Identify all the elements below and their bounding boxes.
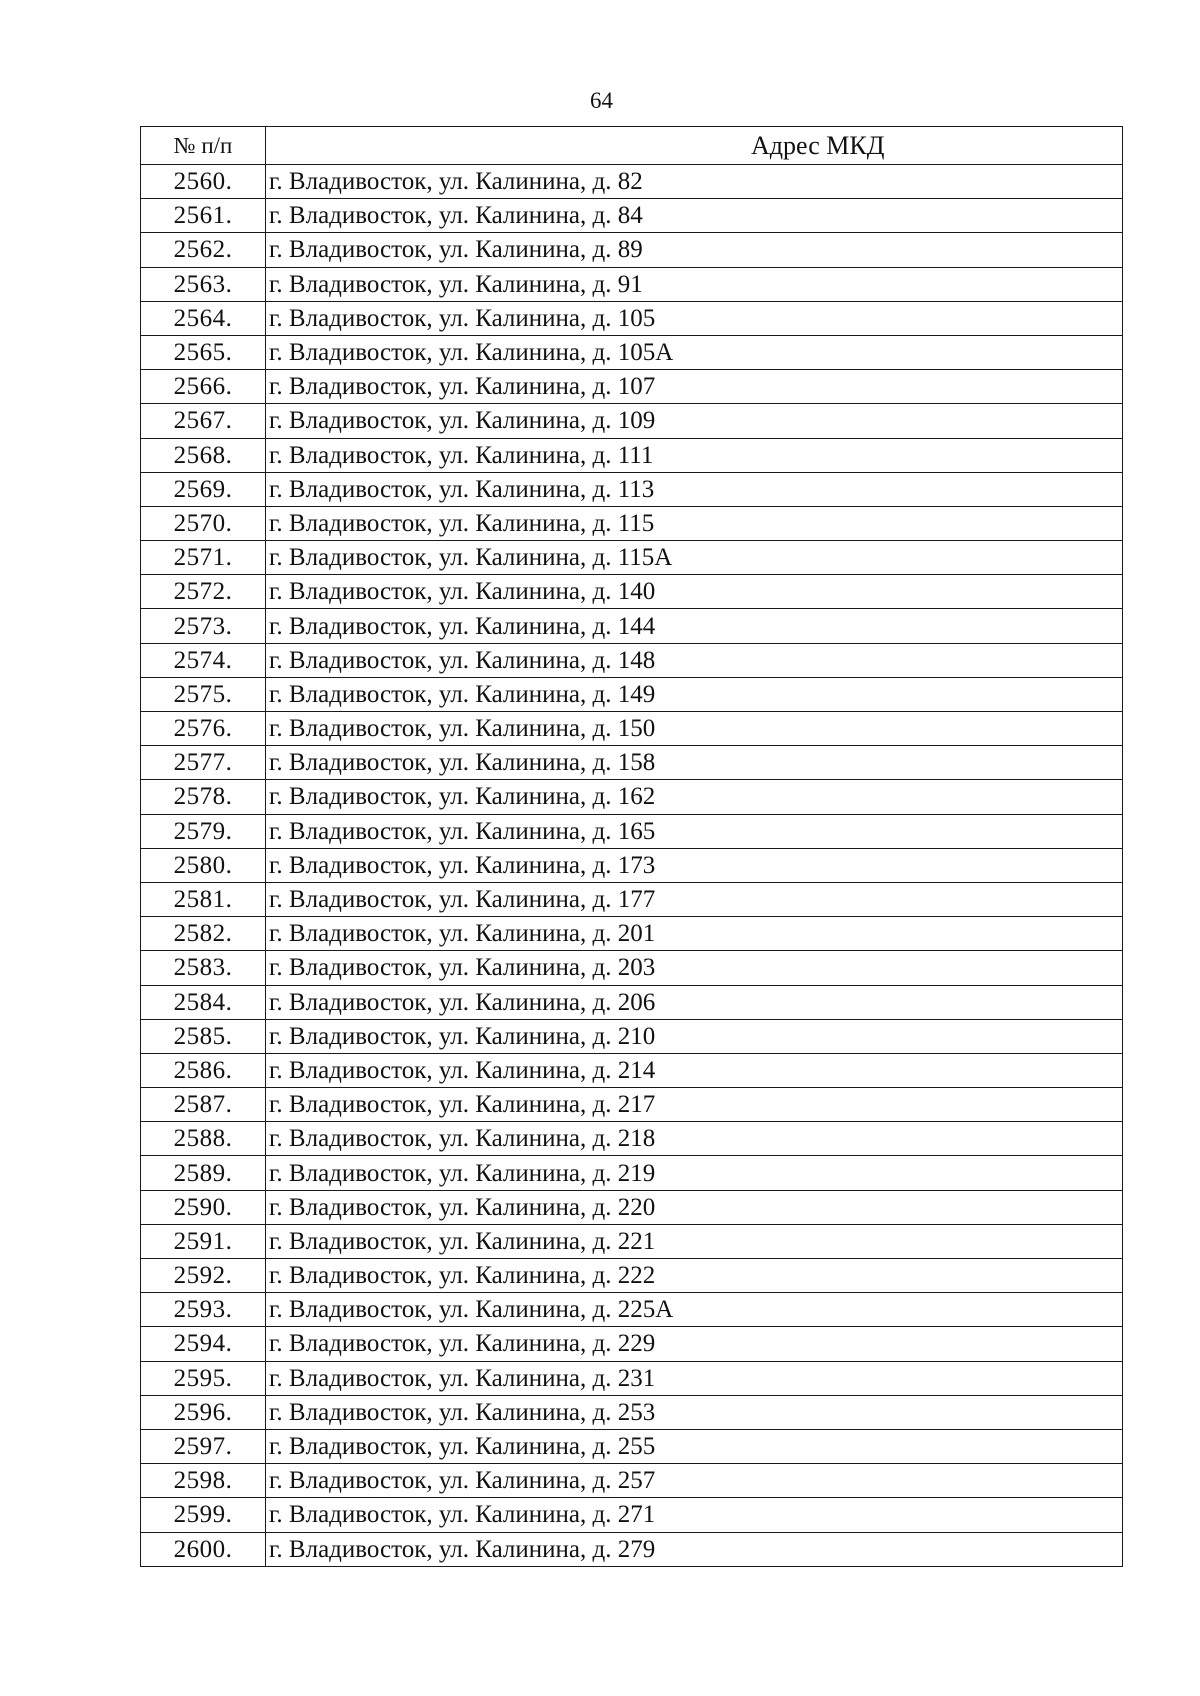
table-row xyxy=(141,1190,1123,1224)
row-number: 2588. xyxy=(141,1122,266,1156)
row-address: г. Владивосток, ул. Калинина, д. 165 xyxy=(266,814,1123,848)
table-row xyxy=(141,335,1123,369)
table-row xyxy=(141,1019,1123,1053)
row-number: 2569. xyxy=(141,472,266,506)
row-address: г. Владивосток, ул. Калинина, д. 148 xyxy=(266,643,1123,677)
row-number: 2561. xyxy=(141,199,266,233)
row-address: г. Владивосток, ул. Калинина, д. 84 xyxy=(266,199,1123,233)
row-number: 2598. xyxy=(141,1464,266,1498)
table-row xyxy=(141,1361,1123,1395)
row-number: 2576. xyxy=(141,712,266,746)
row-number: 2579. xyxy=(141,814,266,848)
table-row xyxy=(141,643,1123,677)
row-address: г. Владивосток, ул. Калинина, д. 105А xyxy=(266,335,1123,369)
row-address: г. Владивосток, ул. Калинина, д. 206 xyxy=(266,985,1123,1019)
page-number: 64 xyxy=(590,88,613,113)
row-address: г. Владивосток, ул. Калинина, д. 225А xyxy=(266,1293,1123,1327)
table-row xyxy=(141,199,1123,233)
table-row xyxy=(141,746,1123,780)
row-number: 2568. xyxy=(141,438,266,472)
row-number: 2578. xyxy=(141,780,266,814)
row-address: г. Владивосток, ул. Калинина, д. 271 xyxy=(266,1498,1123,1532)
row-address: г. Владивосток, ул. Калинина, д. 105 xyxy=(266,301,1123,335)
row-number: 2573. xyxy=(141,609,266,643)
table-row xyxy=(141,1532,1123,1566)
row-number: 2595. xyxy=(141,1361,266,1395)
row-number: 2593. xyxy=(141,1293,266,1327)
table-row xyxy=(141,1053,1123,1087)
table-row xyxy=(141,165,1123,199)
row-address: г. Владивосток, ул. Калинина, д. 158 xyxy=(266,746,1123,780)
table-row xyxy=(141,1293,1123,1327)
table-row xyxy=(141,370,1123,404)
mkd-address-table xyxy=(140,126,1123,1567)
row-address: г. Владивосток, ул. Калинина, д. 214 xyxy=(266,1053,1123,1087)
table-row xyxy=(141,506,1123,540)
row-address: г. Владивосток, ул. Калинина, д. 222 xyxy=(266,1259,1123,1293)
row-address: г. Владивосток, ул. Калинина, д. 115А xyxy=(266,541,1123,575)
row-address: г. Владивосток, ул. Калинина, д. 257 xyxy=(266,1464,1123,1498)
row-address: г. Владивосток, ул. Калинина, д. 231 xyxy=(266,1361,1123,1395)
table-row xyxy=(141,1259,1123,1293)
row-address: г. Владивосток, ул. Калинина, д. 173 xyxy=(266,848,1123,882)
table-row xyxy=(141,233,1123,267)
row-number: 2594. xyxy=(141,1327,266,1361)
row-number: 2564. xyxy=(141,301,266,335)
row-number: 2591. xyxy=(141,1224,266,1258)
table-row xyxy=(141,1395,1123,1429)
table-row xyxy=(141,677,1123,711)
row-address: г. Владивосток, ул. Калинина, д. 144 xyxy=(266,609,1123,643)
row-number: 2599. xyxy=(141,1498,266,1532)
row-number: 2562. xyxy=(141,233,266,267)
row-address: г. Владивосток, ул. Калинина, д. 113 xyxy=(266,472,1123,506)
table-row xyxy=(141,609,1123,643)
table-row xyxy=(141,1429,1123,1463)
row-address: г. Владивосток, ул. Калинина, д. 253 xyxy=(266,1395,1123,1429)
row-address: г. Владивосток, ул. Калинина, д. 82 xyxy=(266,165,1123,199)
row-address: г. Владивосток, ул. Калинина, д. 115 xyxy=(266,506,1123,540)
table-row xyxy=(141,1088,1123,1122)
row-address: г. Владивосток, ул. Калинина, д. 149 xyxy=(266,677,1123,711)
row-address: г. Владивосток, ул. Калинина, д. 229 xyxy=(266,1327,1123,1361)
row-address: г. Владивосток, ул. Калинина, д. 210 xyxy=(266,1019,1123,1053)
table-header-row xyxy=(141,127,1123,165)
row-number: 2584. xyxy=(141,985,266,1019)
row-address: г. Владивосток, ул. Калинина, д. 89 xyxy=(266,233,1123,267)
row-number: 2565. xyxy=(141,335,266,369)
table-row xyxy=(141,712,1123,746)
table-row xyxy=(141,541,1123,575)
row-address: г. Владивосток, ул. Калинина, д. 203 xyxy=(266,951,1123,985)
row-address: г. Владивосток, ул. Калинина, д. 201 xyxy=(266,917,1123,951)
table-row xyxy=(141,575,1123,609)
row-address: г. Владивосток, ул. Калинина, д. 162 xyxy=(266,780,1123,814)
row-address: г. Владивосток, ул. Калинина, д. 177 xyxy=(266,882,1123,916)
column-header-address: Адрес МКД xyxy=(266,127,1123,165)
table-row xyxy=(141,917,1123,951)
table-row xyxy=(141,301,1123,335)
row-number: 2581. xyxy=(141,882,266,916)
row-address: г. Владивосток, ул. Калинина, д. 279 xyxy=(266,1532,1123,1566)
row-number: 2572. xyxy=(141,575,266,609)
table-row xyxy=(141,404,1123,438)
row-number: 2571. xyxy=(141,541,266,575)
row-number: 2577. xyxy=(141,746,266,780)
table-row xyxy=(141,1498,1123,1532)
table-row xyxy=(141,438,1123,472)
table-row xyxy=(141,780,1123,814)
row-address: г. Владивосток, ул. Калинина, д. 220 xyxy=(266,1190,1123,1224)
row-number: 2566. xyxy=(141,370,266,404)
row-number: 2583. xyxy=(141,951,266,985)
row-number: 2570. xyxy=(141,506,266,540)
table-row xyxy=(141,1224,1123,1258)
row-number: 2585. xyxy=(141,1019,266,1053)
row-address: г. Владивосток, ул. Калинина, д. 255 xyxy=(266,1429,1123,1463)
row-number: 2586. xyxy=(141,1053,266,1087)
table-row xyxy=(141,1464,1123,1498)
row-address: г. Владивосток, ул. Калинина, д. 217 xyxy=(266,1088,1123,1122)
row-number: 2575. xyxy=(141,677,266,711)
row-number: 2574. xyxy=(141,643,266,677)
table-row xyxy=(141,848,1123,882)
row-number: 2590. xyxy=(141,1190,266,1224)
row-number: 2587. xyxy=(141,1088,266,1122)
row-address: г. Владивосток, ул. Калинина, д. 150 xyxy=(266,712,1123,746)
row-number: 2592. xyxy=(141,1259,266,1293)
row-number: 2563. xyxy=(141,267,266,301)
row-number: 2596. xyxy=(141,1395,266,1429)
table-row xyxy=(141,1156,1123,1190)
column-header-number: № п/п xyxy=(141,127,266,165)
table-row xyxy=(141,1327,1123,1361)
table-row xyxy=(141,951,1123,985)
table-row xyxy=(141,472,1123,506)
row-number: 2589. xyxy=(141,1156,266,1190)
row-address: г. Владивосток, ул. Калинина, д. 111 xyxy=(266,438,1123,472)
table-body xyxy=(141,165,1123,1567)
row-address: г. Владивосток, ул. Калинина, д. 140 xyxy=(266,575,1123,609)
row-address: г. Владивосток, ул. Калинина, д. 91 xyxy=(266,267,1123,301)
row-address: г. Владивосток, ул. Калинина, д. 221 xyxy=(266,1224,1123,1258)
row-number: 2567. xyxy=(141,404,266,438)
row-address: г. Владивосток, ул. Калинина, д. 219 xyxy=(266,1156,1123,1190)
row-address: г. Владивосток, ул. Калинина, д. 218 xyxy=(266,1122,1123,1156)
row-address: г. Владивосток, ул. Калинина, д. 107 xyxy=(266,370,1123,404)
table-row xyxy=(141,882,1123,916)
row-number: 2600. xyxy=(141,1532,266,1566)
table-row xyxy=(141,814,1123,848)
row-number: 2597. xyxy=(141,1429,266,1463)
table-row xyxy=(141,267,1123,301)
row-number: 2560. xyxy=(141,165,266,199)
row-number: 2582. xyxy=(141,917,266,951)
table-row xyxy=(141,985,1123,1019)
table-row xyxy=(141,1122,1123,1156)
row-number: 2580. xyxy=(141,848,266,882)
row-address: г. Владивосток, ул. Калинина, д. 109 xyxy=(266,404,1123,438)
